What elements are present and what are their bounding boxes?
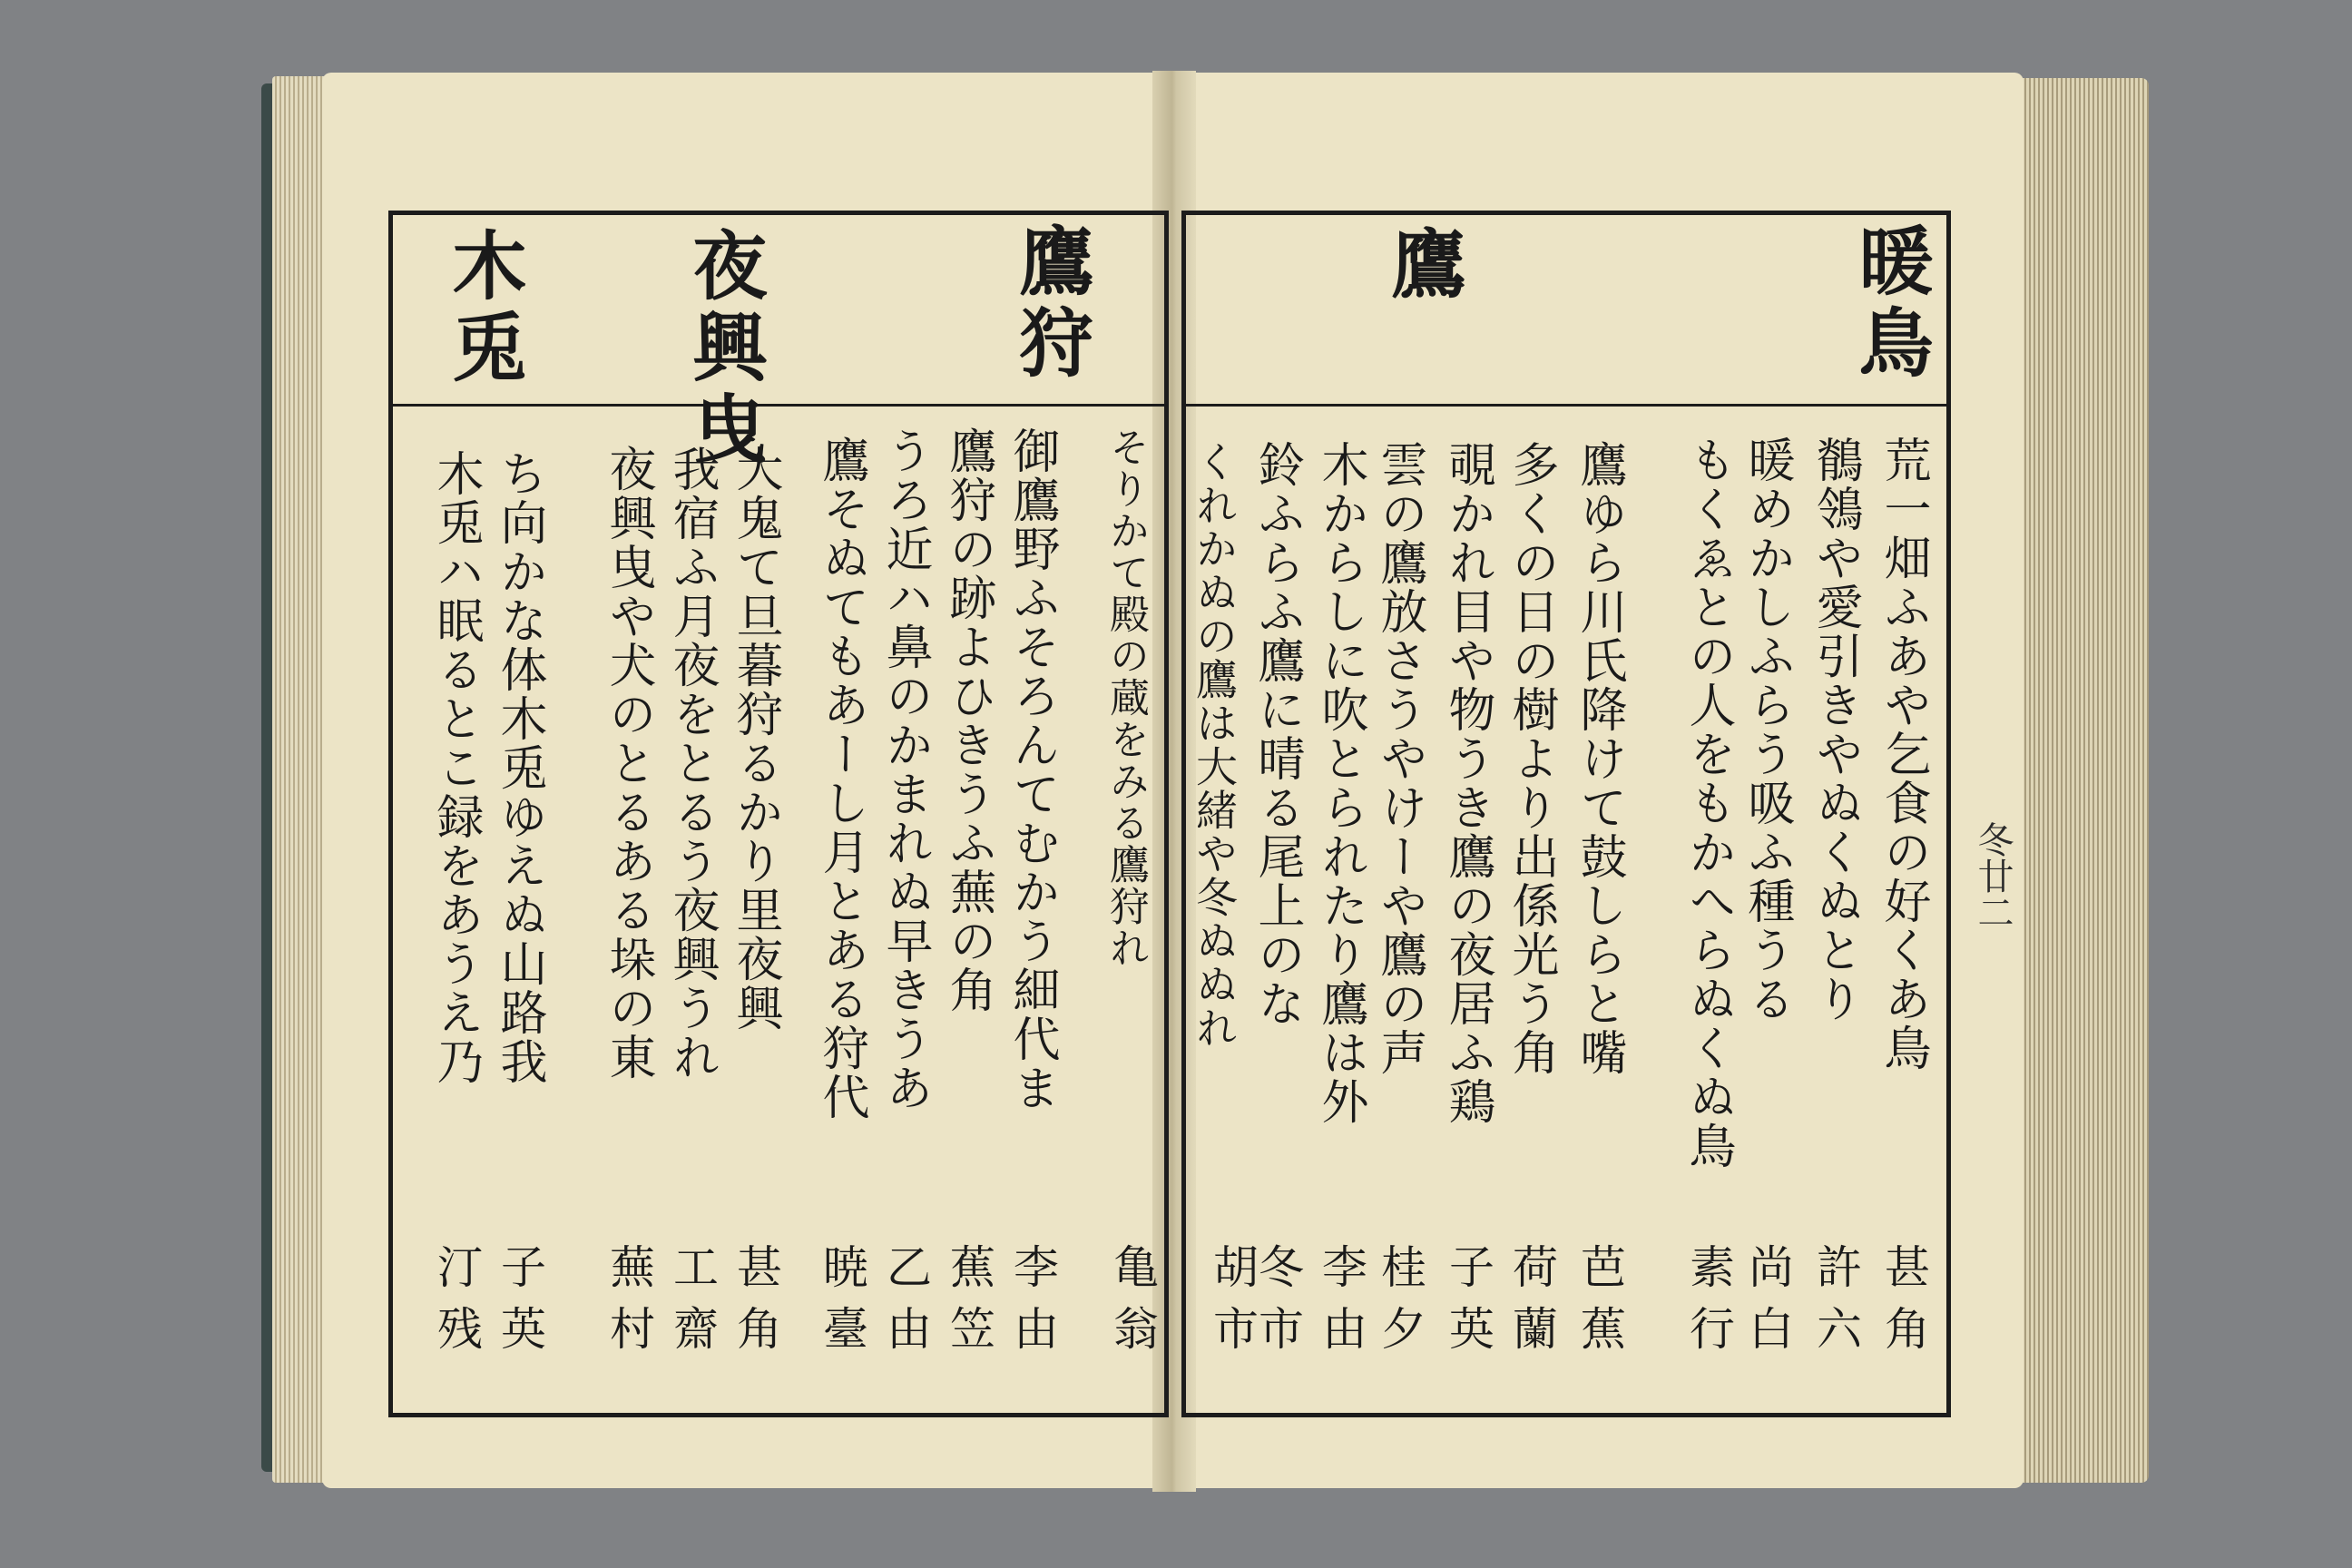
poem-author: 乙由	[879, 1243, 932, 1367]
heading-yokohiki: 夜興曳	[681, 227, 768, 472]
poem-author: 暁臺	[816, 1243, 868, 1367]
header-divider	[1186, 404, 1946, 407]
poem-text: ち向かな体木兎ゆえぬ山路我	[492, 449, 546, 1086]
poem-text: 大鬼て旦暮狩るかり里夜興	[728, 445, 782, 1033]
poem-author: 汀残	[430, 1243, 483, 1367]
poem-text: 多くの日の樹より出係光う角	[1504, 440, 1558, 1077]
poem-text: 鶺鴒や愛引きやぬくぬとり	[1808, 436, 1862, 1024]
poem-text: 御鷹野ふそろんてむかう細代ま	[1004, 426, 1059, 1112]
poem-author: 亀翁	[1106, 1243, 1159, 1367]
poem-text: 鷹ゆら川氏降けて鼓しらと嘴	[1572, 440, 1626, 1077]
poem-text: 雲の鷹放さうやけーや鷹の声	[1372, 440, 1426, 1077]
poem-text: 夜興曳や犬のとるある垛の東	[601, 445, 655, 1082]
poem-author: 芭蕉	[1573, 1243, 1626, 1367]
poem-author: 尚白	[1741, 1243, 1794, 1367]
poem-author: 桂夕	[1374, 1243, 1426, 1367]
poem-text: もくゑとの人をもかへらぬくぬ鳥	[1681, 436, 1735, 1171]
poem-author: 蕪村	[603, 1243, 655, 1367]
right-page-edges	[2013, 78, 2149, 1483]
poem-author: 李由	[1006, 1243, 1059, 1367]
poem-author: 蕉笠	[943, 1243, 995, 1367]
poem-text: そりかて殿の蔵をみる鷹狩れ	[1102, 426, 1149, 969]
heading-danchou: 暖鳥	[1847, 222, 1934, 386]
poem-text: 鷹そぬてもあーし月とある狩代	[814, 436, 868, 1122]
poem-author: 胡市	[1206, 1243, 1259, 1367]
poem-text: 鷹狩の跡よひきうふ蕪の角	[941, 426, 995, 1014]
folio-number: 冬廿二	[1972, 821, 2014, 930]
poem-text: 我宿ふ月夜をとるう夜興うれ	[664, 445, 719, 1082]
poem-text: 荒一畑ふあや乞食の好くあ鳥	[1876, 436, 1930, 1073]
poem-text: うろ近ハ鼻のかまれぬ早きうあ	[877, 426, 932, 1112]
poem-author: 甚角	[730, 1243, 782, 1367]
poem-author: 子英	[494, 1243, 546, 1367]
poem-text: くれかぬの鷹は大緒や冬ぬぬれ	[1190, 440, 1239, 1050]
poem-author: 子英	[1442, 1243, 1494, 1367]
heading-taka: 鷹	[1379, 225, 1466, 307]
poem-author: 素行	[1682, 1243, 1735, 1367]
poem-author: 甚角	[1877, 1243, 1930, 1367]
poem-text: 覗かれ目や物うき鷹の夜居ふ鶏	[1440, 440, 1494, 1126]
poem-text: 木兎ハ眠るとこ録をあうえ乃	[428, 449, 483, 1086]
poem-author: 冬市	[1251, 1243, 1304, 1367]
heading-mimizuku: 木兎	[440, 227, 527, 390]
poem-text: 木からしに吹とられたり鷹は外	[1313, 440, 1367, 1126]
poem-text: 鈴ふらふ鷹に晴る尾上のな	[1250, 440, 1304, 1028]
poem-author: 李由	[1315, 1243, 1367, 1367]
poem-text: 暖めかしふらう吸ふ種うる	[1740, 436, 1794, 1024]
poem-author: 荷蘭	[1505, 1243, 1558, 1367]
header-divider	[393, 404, 1164, 407]
poem-author: 許六	[1809, 1243, 1862, 1367]
heading-takagari: 鷹狩	[1007, 222, 1094, 386]
poem-author: 工齋	[666, 1243, 719, 1367]
